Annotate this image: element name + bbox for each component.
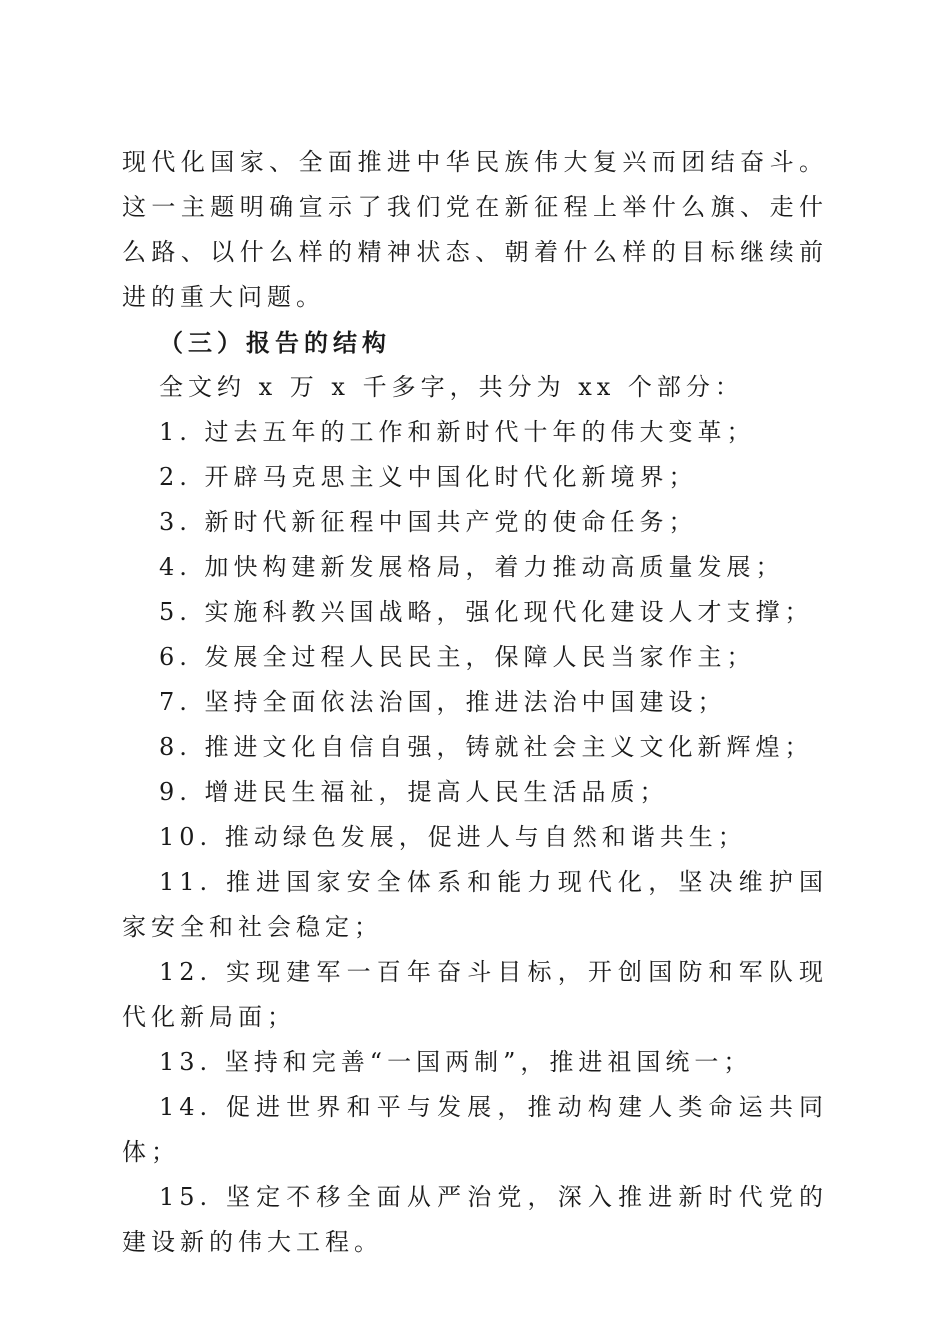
list-item: 5. 实施科教兴国战略，强化现代化建设人才支撑； xyxy=(159,598,814,626)
list-item: 13. 坚持和完善“一国两制”，推进祖国统一； xyxy=(159,1048,753,1076)
summary-line: 全文约 x 万 x 千多字，共分为 xx 个部分： xyxy=(159,373,744,401)
list-item: 10. 推动绿色发展，促进人与自然和谐共生； xyxy=(159,823,747,851)
section-heading: （三）报告的结构 xyxy=(159,328,391,357)
list-item: 3. 新时代新征程中国共产党的使命任务； xyxy=(159,508,698,536)
list-item: 4. 加快构建新发展格局，着力推动高质量发展； xyxy=(159,553,785,581)
list-item: 1. 过去五年的工作和新时代十年的伟大变革； xyxy=(159,418,756,446)
list-item: 9. 增进民生福祉，提高人民生活品质； xyxy=(159,778,669,806)
list-item: 11. 推进国家安全体系和能力现代化，坚决维护国家安全和社会稳定； xyxy=(122,868,828,941)
list-item: 7. 坚持全面依法治国，推进法治中国建设； xyxy=(159,688,727,716)
document-body xyxy=(122,140,828,1265)
list-item: 8. 推进文化自信自强，铸就社会主义文化新辉煌； xyxy=(159,733,814,761)
list-item: 15. 坚定不移全面从严治党，深入推进新时代党的建设新的伟大工程。 xyxy=(122,1183,828,1256)
list-item: 12. 实现建军一百年奋斗目标，开创国防和军队现代化新局面； xyxy=(122,958,828,1031)
intro-paragraph: 现代化国家、全面推进中华民族伟大复兴而团结奋斗。这一主题明确宣示了我们党在新征程上举什么旗、走什么路、以什么样的精神状态、朝着什么样的目标继续前进的重大问题。 xyxy=(122,148,828,311)
list-item: 6. 发展全过程人民民主，保障人民当家作主； xyxy=(159,643,756,671)
list-item: 14. 促进世界和平与发展，推动构建人类命运共同体； xyxy=(122,1093,828,1166)
list-item: 2. 开辟马克思主义中国化时代化新境界； xyxy=(159,463,698,491)
